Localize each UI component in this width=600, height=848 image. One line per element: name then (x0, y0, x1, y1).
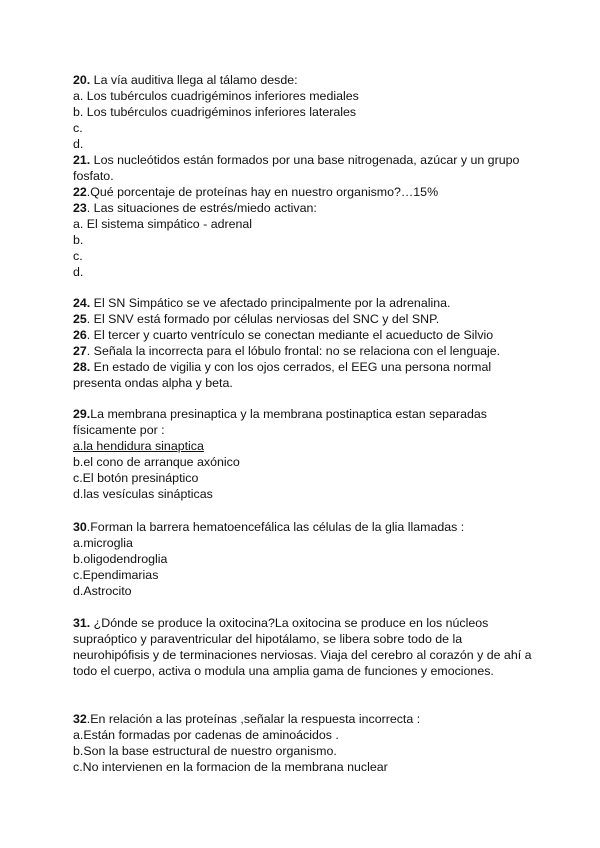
question-text: El SN Simpático se ve afectado principalmente por la adrenalina. (90, 296, 451, 310)
question-text: . Señala la incorrecta para el lóbulo frontal: no se relaciona con el lenguaje. (86, 344, 501, 358)
option-b: b.Son la base estructural de nuestro organismo. (73, 744, 337, 758)
question-number: 21. (73, 153, 91, 167)
option-a: a. El sistema simpático - adrenal (73, 217, 253, 231)
option-c: c. (73, 121, 83, 135)
question-23 (73, 200, 533, 280)
question-text: ¿Dónde se produce la oxitocina?La oxitocina se produce en los núcleos supraóptico y paraventricular del hipotálamo, se libera sobre todo de la neurohipófisis y de terminaciones nerviosas. Viaja del cerebro al corazón y de ahí a todo el cuerpo, activa o modula una amplia gama de funciones y emociones. (73, 616, 532, 678)
question-number: 28. (73, 360, 91, 374)
questions-24-28 (73, 295, 533, 391)
option-c: c. (73, 249, 83, 263)
option-a: a.microglia (73, 536, 133, 550)
question-number: 25 (73, 312, 87, 326)
question-number: 26 (73, 328, 87, 342)
question-number: 24. (73, 296, 91, 310)
question-30 (73, 519, 533, 599)
question-text: En estado de vigilia y con los ojos cerrados, el EEG una persona normal presenta ondas alpha y beta. (73, 360, 492, 390)
question-29 (73, 406, 533, 502)
question-22 (73, 184, 533, 200)
question-20 (73, 72, 533, 152)
question-number: 32 (73, 712, 87, 726)
question-text: . El SNV está formado por células nerviosas del SNC y del SNP. (86, 312, 440, 326)
option-d: d. (73, 137, 84, 151)
option-d: d.Astrocito (73, 584, 132, 598)
option-c: c.No intervienen en la formacion de la membrana nuclear (73, 760, 388, 774)
option-b: b.oligodendroglia (73, 552, 168, 566)
option-c: c.Ependimarias (73, 568, 159, 582)
question-21 (73, 152, 533, 184)
option-c: c.El botón presináptico (73, 471, 199, 485)
question-number: 29. (73, 407, 91, 421)
option-b: b.el cono de arranque axónico (73, 455, 240, 469)
question-number: 23 (73, 201, 87, 215)
option-a: a.Están formadas por cadenas de aminoácidos . (73, 728, 339, 742)
question-text: La membrana presinaptica y la membrana postinaptica estan separadas físicamente por : (73, 407, 487, 437)
question-31 (73, 615, 533, 679)
question-number: 31. (73, 616, 91, 630)
question-text: . Las situaciones de estrés/miedo activan: (86, 201, 317, 215)
option-a: a. Los tubérculos cuadrigéminos inferiores mediales (73, 89, 359, 103)
question-text: .Qué porcentaje de proteínas hay en nuestro organismo?…15% (86, 185, 439, 199)
option-b: b. (73, 233, 84, 247)
question-number: 30 (73, 520, 87, 534)
option-d: d.las vesículas sinápticas (73, 487, 213, 501)
question-text: .Forman la barrera hematoencefálica las células de la glia llamadas : (86, 520, 465, 534)
question-number: 20. (73, 73, 91, 87)
option-b: b. Los tubérculos cuadrigéminos inferiores laterales (73, 105, 357, 119)
question-text: La vía auditiva llega al tálamo desde: (90, 73, 298, 87)
question-text: .En relación a las proteínas ,señalar la respuesta incorrecta : (86, 712, 421, 726)
option-a-correct: a.la hendidura sinaptica (73, 439, 204, 453)
question-text: Los nucleótidos están formados por una base nitrogenada, azúcar y un grupo fosfato. (73, 153, 520, 183)
question-32 (73, 711, 533, 775)
option-d: d. (73, 265, 84, 279)
question-text: . El tercer y cuarto ventrículo se conectan mediante el acueducto de Silvio (86, 328, 494, 342)
question-number: 27 (73, 344, 87, 358)
question-number: 22 (73, 185, 87, 199)
